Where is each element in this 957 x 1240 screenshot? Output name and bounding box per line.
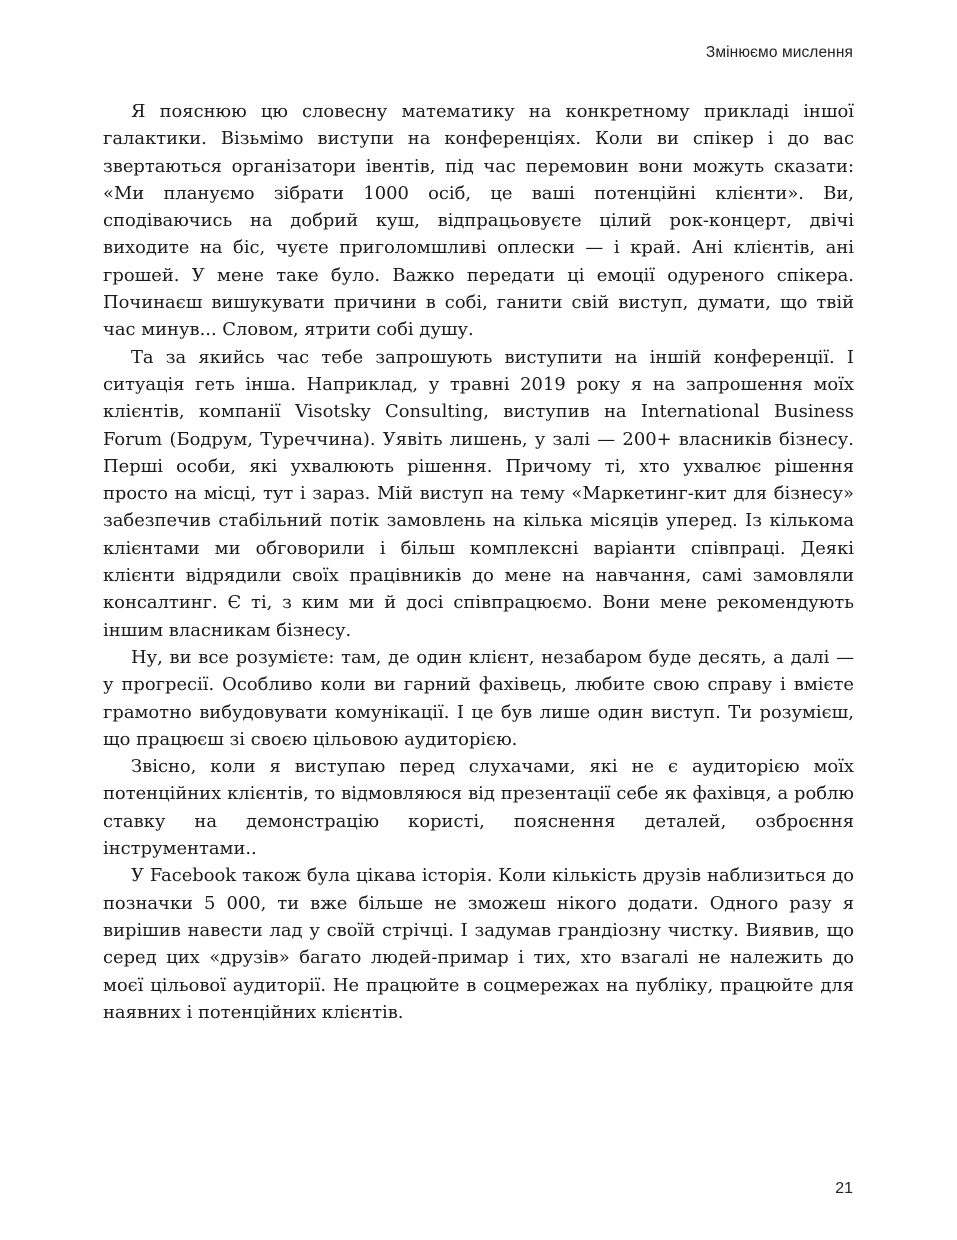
paragraph: У Facebook також була цікава історія. Коли кількість друзів наблизиться до позначки 5 000, ти вже більше не зможеш нікого додати. Одного разу я вирішив навести лад у своїй стрічці. І задумав грандіозну чистку. Виявив, що серед цих «друзів» багато людей-примар і тих, хто взагалі не належить до моєї цільової аудиторії. Не працюйте в соцмережах на публіку, працюйте для наявних і потенційних клієнтів. <box>103 865 854 1023</box>
page-number: 21 <box>835 1180 853 1197</box>
paragraph: Я пояснюю цю словесну математику на конкретному прикладі іншої галактики. Візьмімо виступи на конференціях. Коли ви спікер і до вас звертаються організатори івентів, під час перемовин вони можуть сказати: «Ми плануємо зібрати 1000 осіб, це ваші потенційні клієнти». Ви, сподіваючись на добрий куш, відпрацьовуєте цілий рок-концерт, двічі виходите на біс, чуєте приголомшливі оплески — і край. Ані клієнтів, ані грошей. У мене таке було. Важко передати ці емоції одуреного спікера. Починаєш вишукувати причини в собі, ганити свій виступ, думати, що твій час минув... Словом, ятрити собі душу. <box>103 101 854 341</box>
running-head: Змінюємо мислення <box>705 44 853 61</box>
paragraph: Ну, ви все розумієте: там, де один клієнт, незабаром буде десять, а далі — у прогресії. Особливо коли ви гарний фахівець, любите свою справу і вмієте грамотно вибудовувати комунікації. І це був лише один виступ. Ти розумієш, що працюєш зі своєю цільовою аудиторією. <box>103 646 854 750</box>
paragraph: Звісно, коли я виступаю перед слухачами, які не є аудиторією моїх потенційних клієнтів, то відмовляюся від презентації себе як фахівця, а роблю ставку на демонстрацію користі, пояснення деталей, озброєння інструментами.. <box>103 756 854 860</box>
body-text <box>103 98 854 1026</box>
paragraph: Та за якийсь час тебе запрошують виступити на іншій конференції. І ситуація геть інша. Наприклад, у травні 2019 року я на запрошення моїх клієнтів, компанії Visotsky Consulting, виступив на International Business Forum (Бодрум, Туреччина). Уявіть лишень, у залі — 200+ власників бізнесу. Перші особи, які ухвалюють рішення. Причому ті, хто ухвалює рішення просто на місці, тут і зараз. Мій виступ на тему «Маркетинг-кит для бізнесу» забезпечив стабільний потік замовлень на кілька місяців уперед. Із кількома клієнтами ми обговорили і більш комплексні варіанти співпраці. Деякі клієнти відрядили своїх працівників до мене на навчання, самі замовляли консалтинг. Є ті, з ким ми й досі співпрацюємо. Вони мене рекомендують іншим власникам бізнесу. <box>103 346 854 641</box>
